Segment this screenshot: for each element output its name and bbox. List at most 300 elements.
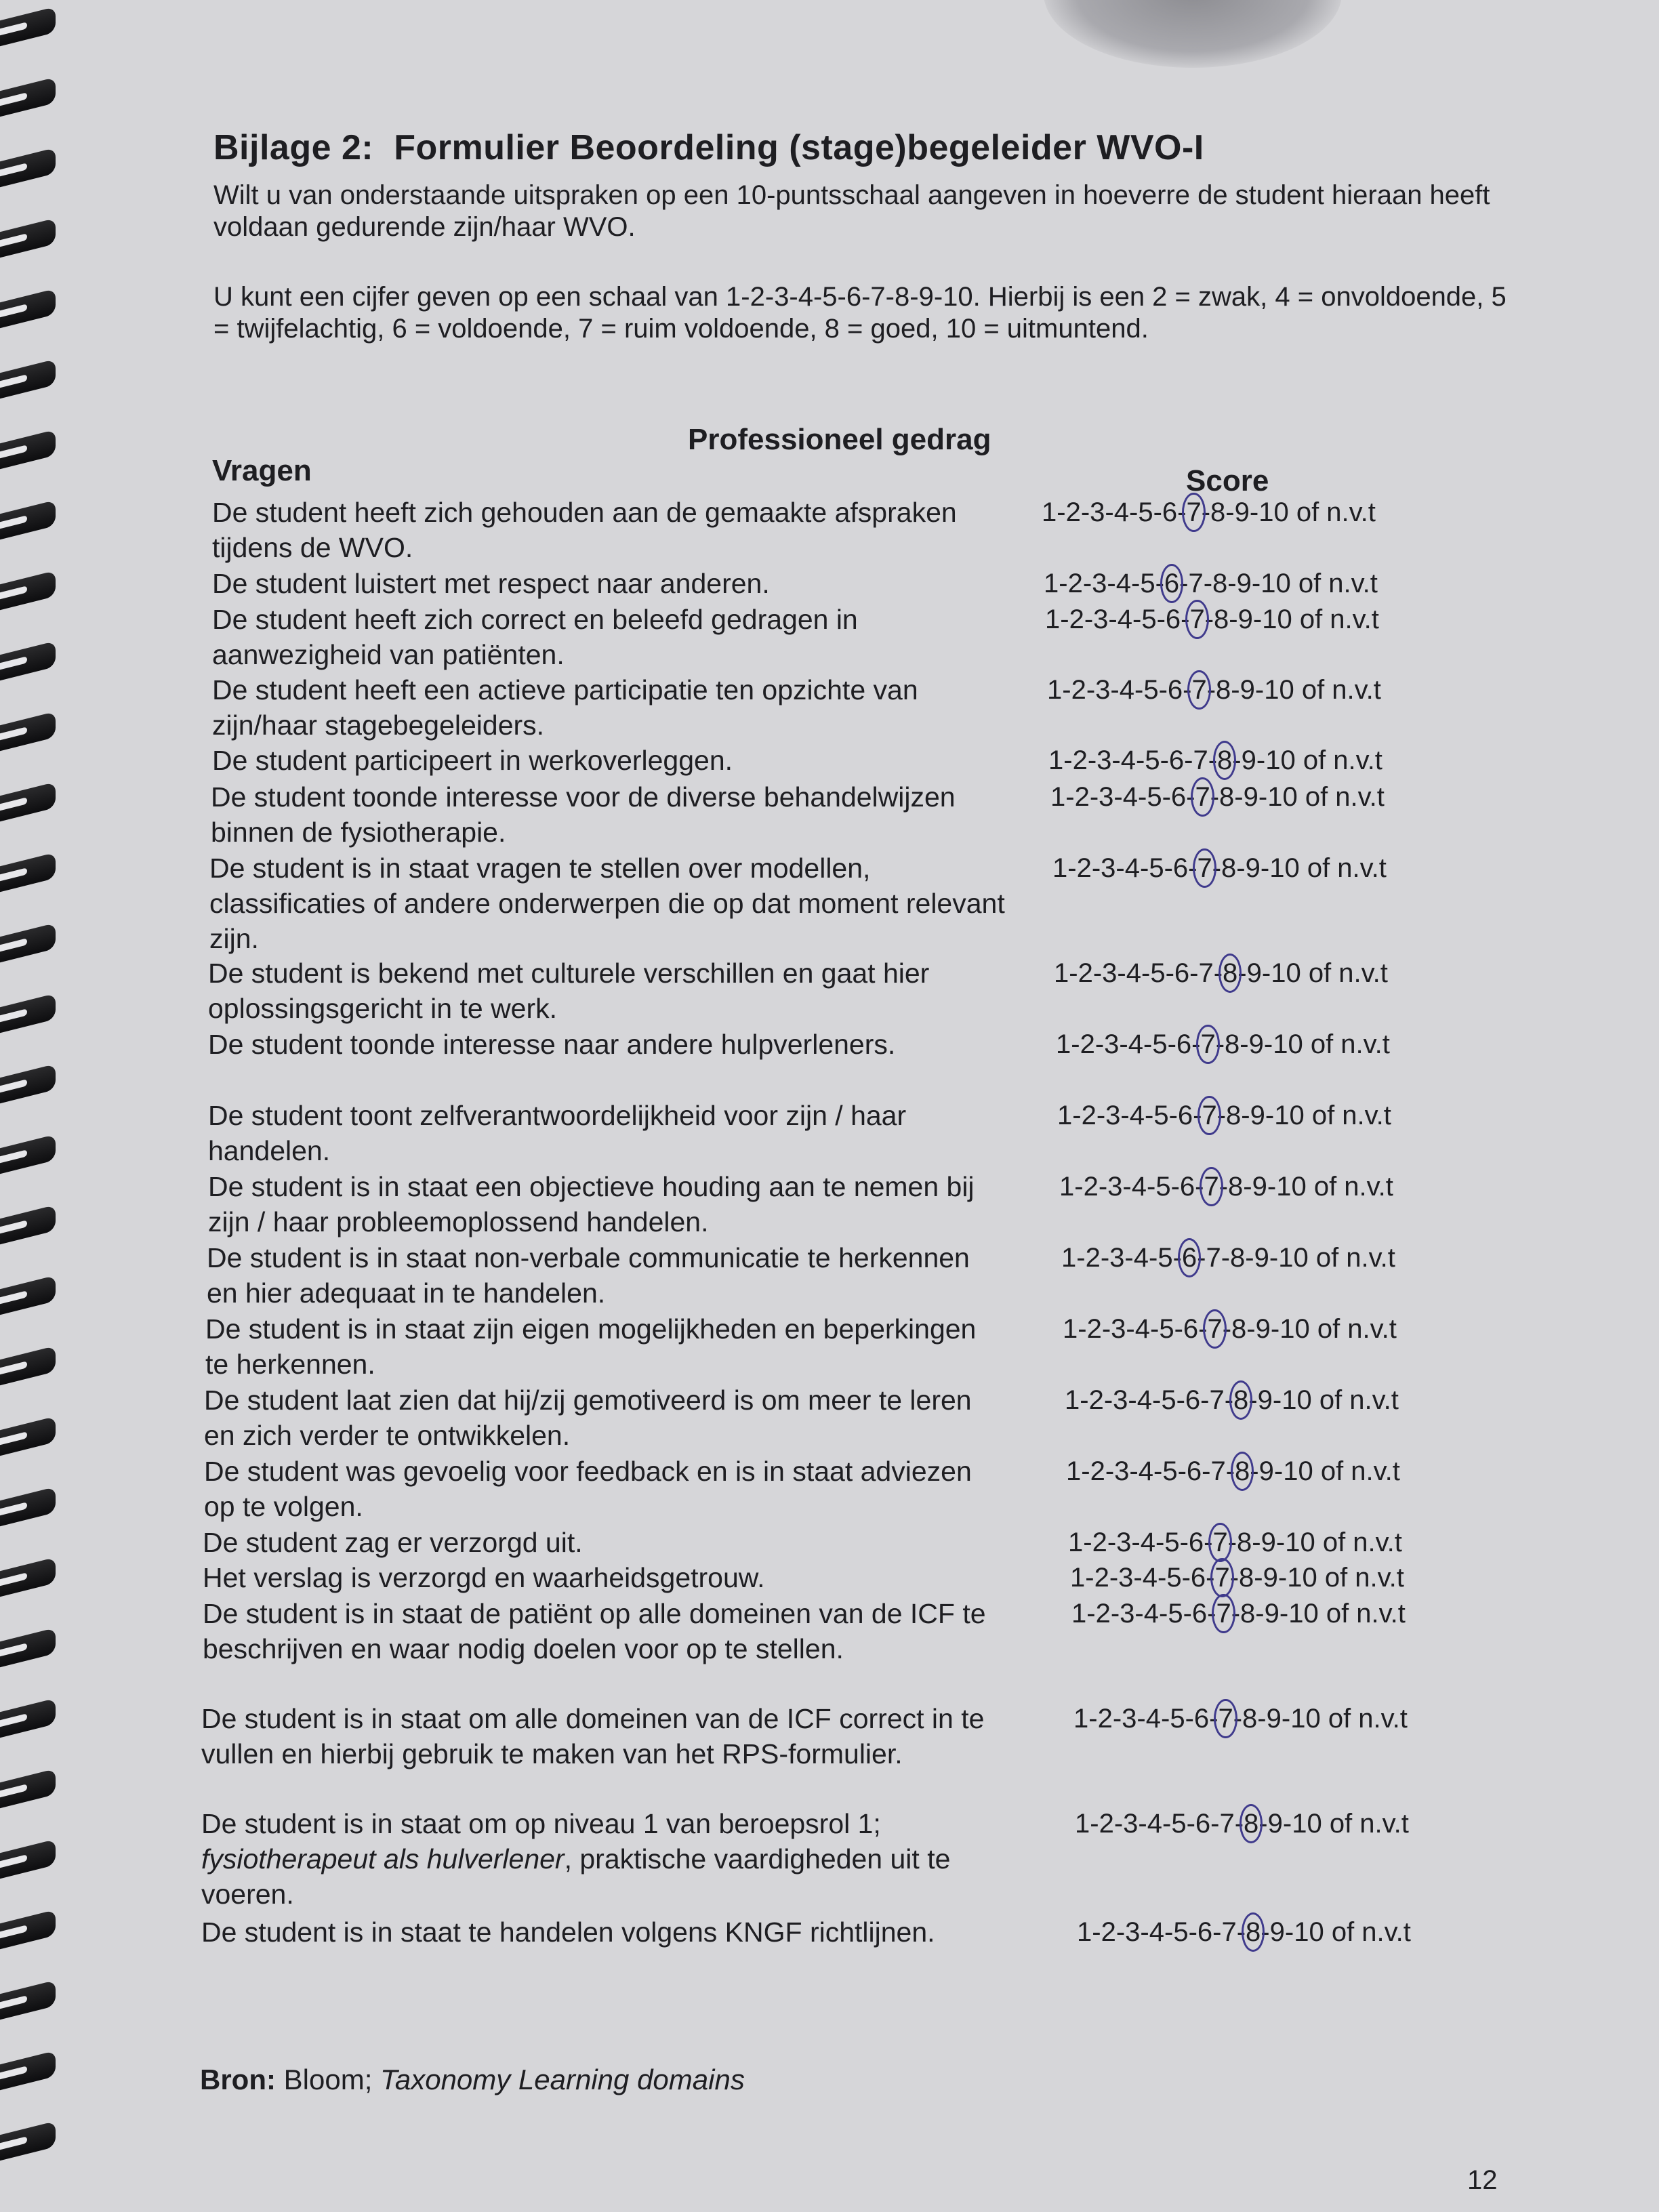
score-option: 6 — [1179, 1172, 1195, 1202]
source-citation — [200, 2064, 745, 2096]
score-option: 2 — [1072, 745, 1088, 775]
selected-score-circle: 8 — [1223, 956, 1237, 991]
score-option: 6 — [1197, 1917, 1213, 1947]
score-option: 4 — [1149, 1917, 1164, 1947]
title-text: Formulier Beoordeling (stage)begeleider WVO-I — [394, 128, 1204, 167]
spiral-coil — [0, 430, 56, 469]
score-scale: 1-2-3-4-5-6-7-8-9-10 of n.v.t — [1066, 1454, 1400, 1489]
score-option: 1 — [1048, 745, 1064, 775]
score-option: 10 — [1294, 1917, 1324, 1947]
score-scale: 1-2-3-4-5-6-7-8-9-10 of n.v.t — [1061, 1240, 1395, 1275]
spiral-coil — [0, 1839, 56, 1879]
score-option: 1 — [1056, 1029, 1071, 1059]
score-scale: 1-2-3-4-5-6-7-8-9-10 of n.v.t — [1059, 1169, 1393, 1204]
selected-score-circle: 7 — [1204, 1169, 1218, 1204]
not-applicable-option: of n.v.t — [1308, 1243, 1395, 1273]
score-option: 1 — [1068, 1528, 1084, 1557]
score-option: 9 — [1267, 1809, 1283, 1839]
score-option: 10 — [1265, 745, 1296, 775]
score-option: 5 — [1153, 1101, 1169, 1130]
score-option: 10 — [1258, 497, 1289, 527]
score-option: 9 — [1263, 1563, 1278, 1593]
not-applicable-option: of n.v.t — [1318, 1599, 1406, 1629]
score-option: 9 — [1255, 1314, 1271, 1344]
score-option: 1 — [1063, 1314, 1078, 1344]
question-text-part: De student is in staat om op niveau 1 van beroepsrol 1; — [201, 1808, 881, 1839]
score-option: 8 — [1240, 1599, 1256, 1629]
score-option: 8 — [1242, 1704, 1258, 1734]
spiral-coil — [0, 1416, 56, 1456]
score-option: 2 — [1090, 1456, 1105, 1486]
question-text — [201, 1806, 1001, 1912]
score-option: 2 — [1069, 605, 1084, 634]
score-option: 1 — [1054, 958, 1069, 988]
score-option: 3 — [1109, 1243, 1125, 1273]
score-option: 2 — [1095, 1599, 1111, 1629]
spiral-coil — [0, 712, 56, 751]
spiral-coil — [0, 1557, 56, 1597]
column-header-questions: Vragen — [212, 454, 312, 487]
score-option: 6 — [1183, 1314, 1199, 1344]
question-text: De student is in staat de patiënt op alle domeinen van de ICF te beschrijven en waar nodig doelen voor op te stellen. — [203, 1598, 986, 1664]
score-option: 8 — [1230, 1243, 1246, 1273]
score-option: 7 — [1193, 745, 1208, 775]
question-text: De student heeft zich gehouden aan de gemaakte afspraken tijdens de WVO. — [212, 497, 957, 563]
not-applicable-option: of n.v.t — [1288, 497, 1376, 527]
score-option: 1 — [1044, 569, 1059, 598]
score-option: 2 — [1078, 958, 1093, 988]
selected-score-circle: 8 — [1244, 1806, 1258, 1841]
question-text: De student is in staat om alle domeinen van de ICF correct in te vullen en hierbij gebruik te maken van het RPS-formulier. — [201, 1703, 985, 1769]
score-option: 1 — [1045, 605, 1061, 634]
score-scale: 1-2-3-4-5-6-7-8-9-10 of n.v.t — [1075, 1806, 1409, 1841]
spiral-coil — [0, 148, 56, 187]
score-option: 9 — [1258, 1456, 1274, 1486]
score-option: 8 — [1225, 1029, 1240, 1059]
not-applicable-option: of n.v.t — [1300, 958, 1388, 988]
question-text: De student laat zien dat hij/zij gemotiveerd is om meer te leren en zich verder te ontwikkelen. — [204, 1385, 972, 1451]
score-option: 10 — [1273, 1029, 1303, 1059]
not-applicable-option: of n.v.t — [1295, 745, 1382, 775]
section-heading: Professioneel gedrag — [688, 423, 991, 456]
score-scale: 1-2-3-4-5-6-7-8-9-10 of n.v.t — [1063, 1311, 1397, 1347]
not-applicable-option: of n.v.t — [1292, 605, 1379, 634]
question-text: De student is in staat non-verbale communicatie te herkennen en hier adequaat in te handelen. — [207, 1242, 970, 1309]
question-text: Het verslag is verzorgd en waarheidsgetrouw. — [203, 1562, 765, 1593]
question-text: De student toonde interesse voor de diverse behandelwijzen binnen de fysiotherapie. — [211, 781, 956, 848]
not-applicable-option: of n.v.t — [1303, 1029, 1390, 1059]
score-option: 10 — [1271, 958, 1301, 988]
score-option: 9 — [1241, 745, 1256, 775]
score-option: 6 — [1177, 1101, 1193, 1130]
selected-score-circle: 8 — [1217, 743, 1232, 778]
score-scale: 1-2-3-4-5-6-7-8-9-10 of n.v.t — [1073, 1701, 1408, 1736]
score-option: 5 — [1147, 782, 1162, 812]
source-text: Bloom; — [275, 2064, 381, 2095]
score-option: 3 — [1125, 1917, 1141, 1947]
score-option: 4 — [1126, 958, 1141, 988]
selected-score-circle: 7 — [1212, 1525, 1227, 1560]
score-option: 6 — [1185, 1385, 1201, 1415]
score-option: 5 — [1150, 958, 1166, 988]
spiral-coil — [0, 923, 56, 962]
score-option: 3 — [1116, 1528, 1132, 1557]
score-option: 5 — [1161, 1385, 1176, 1415]
score-option: 9 — [1237, 605, 1253, 634]
spiral-coil — [0, 218, 56, 258]
not-applicable-option: of n.v.t — [1322, 1809, 1409, 1839]
score-option: 2 — [1094, 1563, 1109, 1593]
score-scale: 1-2-3-4-5-6-7-8-9-10 of n.v.t — [1052, 851, 1387, 886]
title-label: Bijlage 2: — [213, 128, 374, 167]
spiral-coil — [0, 1346, 56, 1385]
score-option: 1 — [1052, 853, 1068, 883]
selected-score-circle: 7 — [1189, 602, 1204, 637]
score-option: 8 — [1231, 1314, 1247, 1344]
spiral-coil — [0, 994, 56, 1033]
score-scale: 1-2-3-4-5-6-7-8-9-10 of n.v.t — [1044, 566, 1378, 601]
selected-score-circle: 6 — [1164, 566, 1179, 601]
score-option: 9 — [1248, 1029, 1264, 1059]
page-number: 12 — [1467, 2165, 1498, 2195]
spiral-coil — [0, 1205, 56, 1244]
score-option: 4 — [1133, 1243, 1149, 1273]
score-option: 6 — [1191, 1599, 1208, 1629]
score-option: 3 — [1095, 675, 1111, 705]
score-option: 2 — [1088, 1385, 1104, 1415]
not-applicable-option: of n.v.t — [1317, 1563, 1404, 1593]
score-option: 3 — [1093, 605, 1109, 634]
score-scale: 1-2-3-4-5-6-7-8-9-10 of n.v.t — [1056, 1027, 1390, 1062]
score-option: 3 — [1104, 1029, 1120, 1059]
score-option: 5 — [1145, 745, 1160, 775]
score-option: 3 — [1114, 1456, 1130, 1486]
score-option: 8 — [1214, 605, 1229, 634]
question-text: De student is in staat een objectieve houding aan te nemen bij zijn / haar probleemoplossend handelen. — [208, 1171, 975, 1237]
spiral-coil — [0, 500, 56, 539]
score-option: 1 — [1042, 497, 1057, 527]
score-option: 1 — [1050, 782, 1066, 812]
question-text: De student toont zelfverantwoordelijkheid voor zijn / haar handelen. — [208, 1100, 907, 1166]
score-option: 2 — [1065, 497, 1081, 527]
score-option: 5 — [1149, 853, 1164, 883]
score-option: 10 — [1274, 1101, 1305, 1130]
score-option: 9 — [1266, 1704, 1282, 1734]
score-option: 2 — [1101, 1917, 1116, 1947]
score-option: 10 — [1285, 1528, 1315, 1557]
score-option: 4 — [1131, 1172, 1147, 1202]
selected-score-circle: 7 — [1216, 1596, 1231, 1631]
score-option: 4 — [1129, 1101, 1145, 1130]
score-option: 9 — [1269, 1917, 1285, 1947]
score-option: 4 — [1142, 1563, 1158, 1593]
not-applicable-option: of n.v.t — [1320, 1704, 1408, 1734]
score-option: 2 — [1092, 1528, 1107, 1557]
question-text: De student toonde interesse naar andere hulpverleners. — [208, 1029, 896, 1060]
score-option: 2 — [1071, 675, 1086, 705]
score-option: 5 — [1171, 1809, 1187, 1839]
score-option: 8 — [1212, 569, 1228, 598]
score-option: 3 — [1123, 1809, 1139, 1839]
score-option: 7 — [1198, 958, 1214, 988]
not-applicable-option: of n.v.t — [1304, 1101, 1391, 1130]
score-option: 10 — [1269, 853, 1300, 883]
not-applicable-option: of n.v.t — [1306, 1172, 1393, 1202]
score-scale: 1-2-3-4-5-6-7-8-9-10 of n.v.t — [1042, 495, 1376, 530]
score-option: 8 — [1226, 1101, 1242, 1130]
score-scale: 1-2-3-4-5-6-7-8-9-10 of n.v.t — [1045, 602, 1379, 637]
score-option: 8 — [1237, 1528, 1252, 1557]
score-option: 5 — [1158, 1243, 1173, 1273]
selected-score-circle: 7 — [1214, 1560, 1229, 1595]
score-option: 4 — [1145, 1704, 1161, 1734]
score-option: 6 — [1168, 745, 1185, 775]
score-scale: 1-2-3-4-5-6-7-8-9-10 of n.v.t — [1048, 743, 1382, 778]
spiral-coil — [0, 782, 56, 821]
intro-paragraph-2: U kunt een cijfer geven op een schaal van 1-2-3-4-5-6-7-8-9-10. Hierbij is een 2 = zwak, 4 = onvoldoende, 5 = twijfelachtig, 6 = voldoende, 7 = ruim voldoende, 8 = goed, 10 = uitmuntend. — [213, 282, 1507, 344]
question-text: De student luistert met respect naar anderen. — [212, 568, 770, 599]
source-title: Taxonomy Learning domains — [380, 2064, 745, 2095]
score-option: 1 — [1066, 1456, 1082, 1486]
score-option: 3 — [1111, 1314, 1126, 1344]
score-option: 4 — [1120, 745, 1136, 775]
score-option: 10 — [1287, 1563, 1317, 1593]
question-text-italic: fysiotherapeut als hulverlener — [201, 1843, 565, 1875]
score-option: 9 — [1245, 853, 1261, 883]
score-scale: 1-2-3-4-5-6-7-8-9-10 of n.v.t — [1047, 672, 1381, 708]
score-option: 2 — [1076, 853, 1092, 883]
score-scale: 1-2-3-4-5-6-7-8-9-10 of n.v.t — [1054, 956, 1388, 991]
score-option: 7 — [1221, 1917, 1237, 1947]
score-option: 4 — [1143, 1599, 1159, 1629]
selected-score-circle: 8 — [1235, 1454, 1250, 1489]
score-option: 3 — [1101, 853, 1116, 883]
selected-score-circle: 6 — [1182, 1240, 1197, 1275]
question-text: De student is bekend met culturele verschillen en gaat hier oplossingsgericht in te werk. — [208, 958, 930, 1024]
score-option: 10 — [1288, 1599, 1319, 1629]
source-label: Bron: — [200, 2064, 276, 2095]
score-option: 6 — [1170, 782, 1187, 812]
selected-score-circle: 7 — [1200, 1027, 1215, 1062]
score-option: 10 — [1261, 569, 1291, 598]
spiral-coil — [0, 1910, 56, 1949]
not-applicable-option: of n.v.t — [1290, 569, 1378, 598]
score-option: 7 — [1206, 1243, 1221, 1273]
spiral-coil — [0, 571, 56, 610]
score-option: 1 — [1071, 1599, 1087, 1629]
score-option: 5 — [1143, 675, 1159, 705]
intro-paragraph-1: Wilt u van onderstaande uitspraken op een 10-puntsschaal aangeven in hoeverre de student hieraan heeft voldaan gedurende zijn/haar WVO. — [213, 180, 1490, 242]
score-option: 5 — [1138, 497, 1153, 527]
score-option: 3 — [1090, 497, 1105, 527]
score-option: 9 — [1246, 958, 1262, 988]
spiral-coil — [0, 641, 56, 680]
score-scale: 1-2-3-4-5-6-7-8-9-10 of n.v.t — [1077, 1914, 1411, 1950]
score-option: 10 — [1282, 1385, 1312, 1415]
score-option: 6 — [1162, 497, 1178, 527]
selected-score-circle: 7 — [1202, 1098, 1216, 1133]
score-option: 10 — [1264, 675, 1294, 705]
selected-score-circle: 7 — [1186, 495, 1201, 530]
score-option: 7 — [1188, 569, 1204, 598]
score-option: 8 — [1219, 782, 1235, 812]
score-option: 2 — [1099, 1809, 1114, 1839]
score-option: 10 — [1267, 782, 1298, 812]
score-option: 2 — [1085, 1243, 1101, 1273]
question-text: De student zag er verzorgd uit. — [203, 1527, 583, 1558]
score-option: 4 — [1117, 605, 1132, 634]
spiral-coil — [0, 1980, 56, 2020]
score-option: 4 — [1115, 569, 1131, 598]
score-option: 10 — [1262, 605, 1292, 634]
question-text: De student is in staat zijn eigen mogelijkheden en beperkingen te herkennen. — [205, 1313, 977, 1380]
score-option: 7 — [1210, 1456, 1226, 1486]
camera-shadow — [1044, 0, 1342, 68]
score-option: 4 — [1140, 1528, 1155, 1557]
score-option: 7 — [1209, 1385, 1225, 1415]
spiral-coil — [0, 359, 56, 398]
score-option: 6 — [1165, 605, 1181, 634]
question-text: De student participeert in werkoverleggen. — [212, 745, 733, 776]
score-option: 3 — [1120, 1599, 1135, 1629]
score-option: 5 — [1170, 1704, 1185, 1734]
score-option: 4 — [1122, 782, 1138, 812]
score-option: 1 — [1073, 1704, 1089, 1734]
score-option: 1 — [1070, 1563, 1086, 1593]
score-option: 4 — [1124, 853, 1140, 883]
score-scale: 1-2-3-4-5-6-7-8-9-10 of n.v.t — [1068, 1525, 1402, 1560]
selected-score-circle: 7 — [1195, 779, 1210, 815]
spiral-coil — [0, 2051, 56, 2090]
score-option: 9 — [1254, 1243, 1269, 1273]
score-option: 6 — [1190, 1563, 1206, 1593]
score-option: 1 — [1057, 1101, 1073, 1130]
score-option: 5 — [1152, 1029, 1168, 1059]
score-option: 3 — [1092, 569, 1107, 598]
not-applicable-option: of n.v.t — [1294, 675, 1381, 705]
selected-score-circle: 8 — [1233, 1382, 1248, 1418]
score-option: 8 — [1216, 675, 1231, 705]
score-option: 5 — [1159, 1314, 1174, 1344]
question-text: De student is in staat vragen te stellen over modellen, classificaties of andere onderwerpen die op dat moment relevant zijn. — [209, 853, 1005, 954]
score-option: 6 — [1174, 958, 1190, 988]
score-option: 6 — [1188, 1528, 1204, 1557]
selected-score-circle: 7 — [1191, 672, 1206, 708]
not-applicable-option: of n.v.t — [1315, 1528, 1402, 1557]
score-option: 3 — [1122, 1704, 1137, 1734]
score-option: 4 — [1113, 497, 1129, 527]
spiral-coil — [0, 1275, 56, 1315]
score-scale: 1-2-3-4-5-6-7-8-9-10 of n.v.t — [1057, 1098, 1391, 1133]
score-option: 4 — [1134, 1314, 1150, 1344]
score-option: 3 — [1102, 958, 1118, 988]
selected-score-circle: 7 — [1218, 1701, 1233, 1736]
score-option: 3 — [1118, 1563, 1134, 1593]
question-text: De student heeft een actieve participatie ten opzichte van zijn/haar stagebegeleiders. — [212, 674, 918, 741]
score-option: 9 — [1250, 1101, 1265, 1130]
score-option: 8 — [1210, 497, 1226, 527]
score-option: 5 — [1155, 1172, 1171, 1202]
score-option: 6 — [1172, 853, 1189, 883]
not-applicable-option: of n.v.t — [1313, 1456, 1400, 1486]
score-option: 2 — [1083, 1172, 1099, 1202]
score-option: 9 — [1264, 1599, 1279, 1629]
selected-score-circle: 8 — [1246, 1914, 1261, 1950]
score-option: 6 — [1193, 1704, 1210, 1734]
score-option: 1 — [1059, 1172, 1075, 1202]
score-option: 7 — [1219, 1809, 1235, 1839]
not-applicable-option: of n.v.t — [1324, 1917, 1411, 1947]
score-option: 4 — [1136, 1385, 1152, 1415]
selected-score-circle: 7 — [1197, 851, 1212, 886]
score-option: 10 — [1276, 1172, 1307, 1202]
spiral-coil — [0, 1487, 56, 1526]
score-option: 1 — [1077, 1917, 1092, 1947]
score-option: 9 — [1261, 1528, 1276, 1557]
spiral-binding — [0, 0, 61, 2212]
score-option: 4 — [1119, 675, 1134, 705]
question-text: De student is in staat te handelen volgens KNGF richtlijnen. — [201, 1917, 935, 1948]
question-text-part: , praktische vaardigheden uit te voeren. — [201, 1843, 951, 1910]
spiral-coil — [0, 1628, 56, 1667]
not-applicable-option: of n.v.t — [1309, 1314, 1397, 1344]
column-header-score: Score — [1186, 464, 1269, 497]
score-option: 3 — [1097, 745, 1112, 775]
score-option: 6 — [1176, 1029, 1192, 1059]
score-option: 9 — [1243, 782, 1258, 812]
score-option: 1 — [1065, 1385, 1080, 1415]
not-applicable-option: of n.v.t — [1297, 782, 1385, 812]
score-option: 5 — [1141, 605, 1157, 634]
score-option: 10 — [1278, 1243, 1309, 1273]
score-option: 2 — [1074, 782, 1090, 812]
score-option: 5 — [1140, 569, 1155, 598]
score-option: 3 — [1113, 1385, 1128, 1415]
score-option: 2 — [1086, 1314, 1102, 1344]
score-option: 8 — [1221, 853, 1237, 883]
score-option: 9 — [1236, 569, 1252, 598]
score-scale: 1-2-3-4-5-6-7-8-9-10 of n.v.t — [1050, 779, 1385, 815]
score-option: 4 — [1147, 1809, 1162, 1839]
score-option: 2 — [1081, 1101, 1097, 1130]
question-text: De student heeft zich correct en beleefd gedragen in aanwezigheid van patiënten. — [212, 604, 858, 670]
score-scale: 1-2-3-4-5-6-7-8-9-10 of n.v.t — [1070, 1560, 1404, 1595]
score-option: 5 — [1168, 1599, 1183, 1629]
score-option: 10 — [1290, 1704, 1321, 1734]
spiral-coil — [0, 77, 56, 117]
score-option: 2 — [1067, 569, 1083, 598]
spiral-coil — [0, 853, 56, 892]
score-option: 3 — [1107, 1172, 1123, 1202]
question-text: De student was gevoelig voor feedback en is in staat adviezen op te volgen. — [204, 1456, 972, 1522]
score-option: 4 — [1128, 1029, 1143, 1059]
score-option: 6 — [1186, 1456, 1202, 1486]
score-option: 5 — [1166, 1563, 1182, 1593]
score-option: 1 — [1075, 1809, 1090, 1839]
score-option: 3 — [1099, 782, 1114, 812]
score-option: 3 — [1105, 1101, 1121, 1130]
spiral-coil — [0, 1064, 56, 1103]
score-option: 5 — [1164, 1528, 1180, 1557]
spiral-coil — [0, 1698, 56, 1738]
score-option: 8 — [1239, 1563, 1254, 1593]
spiral-coil — [0, 1769, 56, 1808]
score-option: 9 — [1257, 1385, 1273, 1415]
score-option: 9 — [1252, 1172, 1267, 1202]
score-option: 10 — [1292, 1809, 1322, 1839]
spiral-coil — [0, 289, 56, 328]
score-option: 1 — [1047, 675, 1063, 705]
